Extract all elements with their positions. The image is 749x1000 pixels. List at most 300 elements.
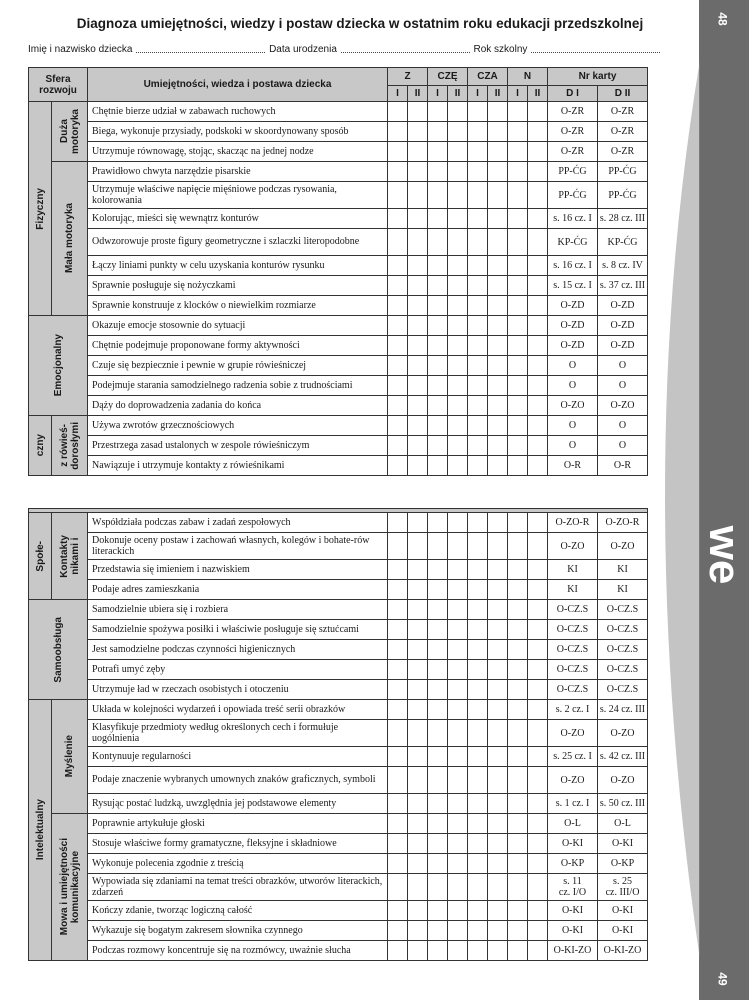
assessment-cell[interactable] (448, 794, 468, 814)
assessment-cell[interactable] (408, 256, 428, 276)
assessment-cell[interactable] (488, 356, 508, 376)
assessment-cell[interactable] (408, 874, 428, 901)
assessment-cell[interactable] (408, 396, 428, 416)
assessment-cell[interactable] (448, 209, 468, 229)
assessment-cell[interactable] (428, 356, 448, 376)
assessment-cell[interactable] (508, 376, 528, 396)
assessment-cell[interactable] (488, 854, 508, 874)
assessment-cell[interactable] (408, 533, 428, 560)
assessment-cell[interactable] (488, 336, 508, 356)
assessment-cell[interactable] (508, 874, 528, 901)
assessment-cell[interactable] (468, 700, 488, 720)
assessment-cell[interactable] (448, 660, 468, 680)
assessment-cell[interactable] (528, 356, 548, 376)
assessment-cell[interactable] (528, 874, 548, 901)
assessment-cell[interactable] (488, 436, 508, 456)
assessment-cell[interactable] (408, 162, 428, 182)
assessment-cell[interactable] (528, 814, 548, 834)
assessment-cell[interactable] (508, 680, 528, 700)
assessment-cell[interactable] (428, 941, 448, 961)
assessment-cell[interactable] (428, 680, 448, 700)
assessment-cell[interactable] (488, 767, 508, 794)
assessment-cell[interactable] (408, 901, 428, 921)
assessment-cell[interactable] (468, 276, 488, 296)
assessment-cell[interactable] (528, 680, 548, 700)
assessment-cell[interactable] (528, 102, 548, 122)
assessment-cell[interactable] (448, 941, 468, 961)
assessment-cell[interactable] (448, 336, 468, 356)
assessment-cell[interactable] (388, 276, 408, 296)
assessment-cell[interactable] (488, 256, 508, 276)
assessment-cell[interactable] (508, 600, 528, 620)
assessment-cell[interactable] (388, 122, 408, 142)
assessment-cell[interactable] (488, 316, 508, 336)
assessment-cell[interactable] (428, 854, 448, 874)
assessment-cell[interactable] (388, 560, 408, 580)
assessment-cell[interactable] (508, 102, 528, 122)
assessment-cell[interactable] (468, 456, 488, 476)
assessment-cell[interactable] (528, 600, 548, 620)
assessment-cell[interactable] (488, 747, 508, 767)
assessment-cell[interactable] (408, 854, 428, 874)
assessment-cell[interactable] (468, 533, 488, 560)
assessment-cell[interactable] (468, 620, 488, 640)
assessment-cell[interactable] (408, 316, 428, 336)
assessment-cell[interactable] (448, 356, 468, 376)
assessment-cell[interactable] (528, 901, 548, 921)
assessment-cell[interactable] (448, 416, 468, 436)
assessment-cell[interactable] (448, 102, 468, 122)
assessment-cell[interactable] (488, 513, 508, 533)
assessment-cell[interactable] (488, 182, 508, 209)
assessment-cell[interactable] (508, 767, 528, 794)
assessment-cell[interactable] (528, 620, 548, 640)
assessment-cell[interactable] (468, 640, 488, 660)
assessment-cell[interactable] (428, 316, 448, 336)
assessment-cell[interactable] (468, 296, 488, 316)
assessment-cell[interactable] (528, 316, 548, 336)
assessment-cell[interactable] (448, 376, 468, 396)
assessment-cell[interactable] (428, 102, 448, 122)
assessment-cell[interactable] (388, 620, 408, 640)
assessment-cell[interactable] (428, 162, 448, 182)
assessment-cell[interactable] (488, 416, 508, 436)
assessment-cell[interactable] (448, 834, 468, 854)
assessment-cell[interactable] (468, 660, 488, 680)
assessment-cell[interactable] (388, 874, 408, 901)
assessment-cell[interactable] (448, 513, 468, 533)
assessment-cell[interactable] (488, 396, 508, 416)
assessment-cell[interactable] (428, 276, 448, 296)
assessment-cell[interactable] (448, 747, 468, 767)
assessment-cell[interactable] (448, 767, 468, 794)
assessment-cell[interactable] (428, 436, 448, 456)
assessment-cell[interactable] (388, 182, 408, 209)
assessment-cell[interactable] (448, 142, 468, 162)
assessment-cell[interactable] (408, 513, 428, 533)
assessment-cell[interactable] (388, 162, 408, 182)
assessment-cell[interactable] (388, 142, 408, 162)
assessment-cell[interactable] (528, 747, 548, 767)
assessment-cell[interactable] (448, 720, 468, 747)
assessment-cell[interactable] (468, 854, 488, 874)
assessment-cell[interactable] (408, 767, 428, 794)
assessment-cell[interactable] (528, 456, 548, 476)
assessment-cell[interactable] (408, 102, 428, 122)
assessment-cell[interactable] (488, 901, 508, 921)
assessment-cell[interactable] (468, 122, 488, 142)
assessment-cell[interactable] (488, 209, 508, 229)
assessment-cell[interactable] (528, 182, 548, 209)
assessment-cell[interactable] (388, 794, 408, 814)
assessment-cell[interactable] (488, 580, 508, 600)
assessment-cell[interactable] (468, 580, 488, 600)
assessment-cell[interactable] (488, 276, 508, 296)
assessment-cell[interactable] (528, 142, 548, 162)
assessment-cell[interactable] (388, 600, 408, 620)
assessment-cell[interactable] (488, 456, 508, 476)
assessment-cell[interactable] (428, 560, 448, 580)
assessment-cell[interactable] (388, 640, 408, 660)
assessment-cell[interactable] (448, 560, 468, 580)
assessment-cell[interactable] (488, 376, 508, 396)
assessment-cell[interactable] (528, 640, 548, 660)
assessment-cell[interactable] (388, 660, 408, 680)
assessment-cell[interactable] (488, 600, 508, 620)
assessment-cell[interactable] (428, 767, 448, 794)
assessment-cell[interactable] (528, 660, 548, 680)
assessment-cell[interactable] (448, 162, 468, 182)
assessment-cell[interactable] (388, 396, 408, 416)
assessment-cell[interactable] (488, 142, 508, 162)
assessment-cell[interactable] (488, 296, 508, 316)
birth-field[interactable] (341, 44, 470, 53)
assessment-cell[interactable] (528, 396, 548, 416)
assessment-cell[interactable] (468, 814, 488, 834)
assessment-cell[interactable] (508, 533, 528, 560)
assessment-cell[interactable] (488, 560, 508, 580)
assessment-cell[interactable] (488, 660, 508, 680)
assessment-cell[interactable] (508, 436, 528, 456)
assessment-cell[interactable] (388, 316, 408, 336)
assessment-cell[interactable] (528, 122, 548, 142)
assessment-cell[interactable] (408, 941, 428, 961)
assessment-cell[interactable] (508, 316, 528, 336)
assessment-cell[interactable] (468, 600, 488, 620)
assessment-cell[interactable] (408, 747, 428, 767)
assessment-cell[interactable] (428, 600, 448, 620)
assessment-cell[interactable] (528, 416, 548, 436)
assessment-cell[interactable] (388, 720, 408, 747)
assessment-cell[interactable] (468, 182, 488, 209)
assessment-cell[interactable] (488, 102, 508, 122)
assessment-cell[interactable] (508, 296, 528, 316)
assessment-cell[interactable] (408, 142, 428, 162)
assessment-cell[interactable] (508, 356, 528, 376)
assessment-cell[interactable] (388, 580, 408, 600)
assessment-cell[interactable] (448, 680, 468, 700)
assessment-cell[interactable] (408, 700, 428, 720)
assessment-cell[interactable] (468, 162, 488, 182)
assessment-cell[interactable] (528, 336, 548, 356)
assessment-cell[interactable] (508, 747, 528, 767)
assessment-cell[interactable] (468, 747, 488, 767)
assessment-cell[interactable] (488, 122, 508, 142)
assessment-cell[interactable] (448, 122, 468, 142)
assessment-cell[interactable] (428, 620, 448, 640)
assessment-cell[interactable] (388, 700, 408, 720)
assessment-cell[interactable] (508, 336, 528, 356)
assessment-cell[interactable] (408, 456, 428, 476)
assessment-cell[interactable] (428, 142, 448, 162)
assessment-cell[interactable] (428, 580, 448, 600)
assessment-cell[interactable] (508, 834, 528, 854)
assessment-cell[interactable] (448, 814, 468, 834)
year-field[interactable] (531, 44, 660, 53)
assessment-cell[interactable] (408, 814, 428, 834)
assessment-cell[interactable] (508, 162, 528, 182)
assessment-cell[interactable] (508, 256, 528, 276)
assessment-cell[interactable] (428, 229, 448, 256)
assessment-cell[interactable] (388, 680, 408, 700)
assessment-cell[interactable] (428, 640, 448, 660)
assessment-cell[interactable] (408, 122, 428, 142)
assessment-cell[interactable] (408, 640, 428, 660)
assessment-cell[interactable] (388, 834, 408, 854)
assessment-cell[interactable] (428, 720, 448, 747)
assessment-cell[interactable] (408, 182, 428, 209)
assessment-cell[interactable] (508, 660, 528, 680)
assessment-cell[interactable] (508, 921, 528, 941)
assessment-cell[interactable] (428, 660, 448, 680)
assessment-cell[interactable] (468, 316, 488, 336)
assessment-cell[interactable] (488, 620, 508, 640)
assessment-cell[interactable] (468, 142, 488, 162)
assessment-cell[interactable] (468, 336, 488, 356)
assessment-cell[interactable] (408, 680, 428, 700)
assessment-cell[interactable] (388, 376, 408, 396)
assessment-cell[interactable] (388, 416, 408, 436)
assessment-cell[interactable] (408, 834, 428, 854)
assessment-cell[interactable] (528, 560, 548, 580)
assessment-cell[interactable] (488, 720, 508, 747)
assessment-cell[interactable] (408, 229, 428, 256)
assessment-cell[interactable] (468, 256, 488, 276)
assessment-cell[interactable] (428, 874, 448, 901)
assessment-cell[interactable] (508, 620, 528, 640)
assessment-cell[interactable] (448, 533, 468, 560)
assessment-cell[interactable] (508, 560, 528, 580)
assessment-cell[interactable] (408, 436, 428, 456)
assessment-cell[interactable] (508, 142, 528, 162)
assessment-cell[interactable] (388, 747, 408, 767)
assessment-cell[interactable] (388, 941, 408, 961)
assessment-cell[interactable] (468, 901, 488, 921)
assessment-cell[interactable] (388, 767, 408, 794)
assessment-cell[interactable] (508, 513, 528, 533)
assessment-cell[interactable] (428, 834, 448, 854)
assessment-cell[interactable] (408, 794, 428, 814)
assessment-cell[interactable] (468, 356, 488, 376)
assessment-cell[interactable] (408, 620, 428, 640)
assessment-cell[interactable] (488, 533, 508, 560)
assessment-cell[interactable] (528, 533, 548, 560)
assessment-cell[interactable] (408, 209, 428, 229)
assessment-cell[interactable] (528, 767, 548, 794)
assessment-cell[interactable] (468, 376, 488, 396)
assessment-cell[interactable] (488, 794, 508, 814)
assessment-cell[interactable] (428, 814, 448, 834)
assessment-cell[interactable] (488, 814, 508, 834)
assessment-cell[interactable] (448, 600, 468, 620)
assessment-cell[interactable] (388, 436, 408, 456)
assessment-cell[interactable] (488, 229, 508, 256)
assessment-cell[interactable] (468, 436, 488, 456)
assessment-cell[interactable] (448, 580, 468, 600)
assessment-cell[interactable] (528, 941, 548, 961)
assessment-cell[interactable] (528, 834, 548, 854)
assessment-cell[interactable] (448, 874, 468, 901)
assessment-cell[interactable] (428, 256, 448, 276)
assessment-cell[interactable] (508, 941, 528, 961)
assessment-cell[interactable] (428, 921, 448, 941)
assessment-cell[interactable] (408, 296, 428, 316)
assessment-cell[interactable] (508, 122, 528, 142)
assessment-cell[interactable] (468, 921, 488, 941)
assessment-cell[interactable] (508, 854, 528, 874)
assessment-cell[interactable] (508, 580, 528, 600)
assessment-cell[interactable] (508, 794, 528, 814)
assessment-cell[interactable] (448, 640, 468, 660)
assessment-cell[interactable] (468, 720, 488, 747)
assessment-cell[interactable] (488, 874, 508, 901)
assessment-cell[interactable] (528, 921, 548, 941)
assessment-cell[interactable] (468, 396, 488, 416)
assessment-cell[interactable] (448, 436, 468, 456)
assessment-cell[interactable] (528, 580, 548, 600)
assessment-cell[interactable] (448, 276, 468, 296)
assessment-cell[interactable] (428, 513, 448, 533)
assessment-cell[interactable] (528, 256, 548, 276)
assessment-cell[interactable] (408, 276, 428, 296)
assessment-cell[interactable] (508, 720, 528, 747)
assessment-cell[interactable] (448, 921, 468, 941)
assessment-cell[interactable] (468, 513, 488, 533)
assessment-cell[interactable] (488, 941, 508, 961)
assessment-cell[interactable] (408, 720, 428, 747)
assessment-cell[interactable] (448, 901, 468, 921)
assessment-cell[interactable] (468, 416, 488, 436)
assessment-cell[interactable] (468, 794, 488, 814)
assessment-cell[interactable] (408, 921, 428, 941)
assessment-cell[interactable] (488, 700, 508, 720)
assessment-cell[interactable] (428, 533, 448, 560)
assessment-cell[interactable] (408, 356, 428, 376)
assessment-cell[interactable] (528, 513, 548, 533)
assessment-cell[interactable] (468, 834, 488, 854)
assessment-cell[interactable] (388, 456, 408, 476)
assessment-cell[interactable] (508, 209, 528, 229)
assessment-cell[interactable] (388, 356, 408, 376)
assessment-cell[interactable] (448, 620, 468, 640)
assessment-cell[interactable] (388, 513, 408, 533)
assessment-cell[interactable] (508, 396, 528, 416)
assessment-cell[interactable] (408, 376, 428, 396)
assessment-cell[interactable] (448, 182, 468, 209)
assessment-cell[interactable] (428, 901, 448, 921)
assessment-cell[interactable] (528, 854, 548, 874)
assessment-cell[interactable] (488, 162, 508, 182)
assessment-cell[interactable] (428, 416, 448, 436)
assessment-cell[interactable] (508, 416, 528, 436)
assessment-cell[interactable] (528, 376, 548, 396)
assessment-cell[interactable] (388, 901, 408, 921)
assessment-cell[interactable] (468, 874, 488, 901)
assessment-cell[interactable] (428, 209, 448, 229)
assessment-cell[interactable] (388, 336, 408, 356)
assessment-cell[interactable] (528, 296, 548, 316)
assessment-cell[interactable] (528, 276, 548, 296)
assessment-cell[interactable] (428, 794, 448, 814)
assessment-cell[interactable] (428, 336, 448, 356)
assessment-cell[interactable] (388, 256, 408, 276)
assessment-cell[interactable] (468, 229, 488, 256)
assessment-cell[interactable] (428, 456, 448, 476)
assessment-cell[interactable] (388, 229, 408, 256)
assessment-cell[interactable] (508, 814, 528, 834)
assessment-cell[interactable] (468, 560, 488, 580)
assessment-cell[interactable] (508, 640, 528, 660)
assessment-cell[interactable] (528, 720, 548, 747)
assessment-cell[interactable] (408, 560, 428, 580)
assessment-cell[interactable] (428, 700, 448, 720)
assessment-cell[interactable] (528, 794, 548, 814)
assessment-cell[interactable] (528, 162, 548, 182)
assessment-cell[interactable] (468, 102, 488, 122)
assessment-cell[interactable] (448, 456, 468, 476)
assessment-cell[interactable] (488, 680, 508, 700)
assessment-cell[interactable] (408, 600, 428, 620)
assessment-cell[interactable] (388, 209, 408, 229)
assessment-cell[interactable] (508, 182, 528, 209)
assessment-cell[interactable] (388, 102, 408, 122)
assessment-cell[interactable] (448, 256, 468, 276)
assessment-cell[interactable] (528, 229, 548, 256)
assessment-cell[interactable] (408, 336, 428, 356)
assessment-cell[interactable] (428, 122, 448, 142)
assessment-cell[interactable] (408, 660, 428, 680)
assessment-cell[interactable] (448, 229, 468, 256)
assessment-cell[interactable] (528, 700, 548, 720)
assessment-cell[interactable] (428, 296, 448, 316)
assessment-cell[interactable] (428, 182, 448, 209)
assessment-cell[interactable] (508, 456, 528, 476)
assessment-cell[interactable] (468, 209, 488, 229)
assessment-cell[interactable] (448, 854, 468, 874)
assessment-cell[interactable] (528, 209, 548, 229)
assessment-cell[interactable] (508, 700, 528, 720)
assessment-cell[interactable] (468, 680, 488, 700)
assessment-cell[interactable] (428, 747, 448, 767)
assessment-cell[interactable] (448, 316, 468, 336)
assessment-cell[interactable] (488, 834, 508, 854)
assessment-cell[interactable] (508, 229, 528, 256)
assessment-cell[interactable] (448, 396, 468, 416)
assessment-cell[interactable] (528, 436, 548, 456)
assessment-cell[interactable] (448, 700, 468, 720)
assessment-cell[interactable] (408, 580, 428, 600)
assessment-cell[interactable] (428, 396, 448, 416)
